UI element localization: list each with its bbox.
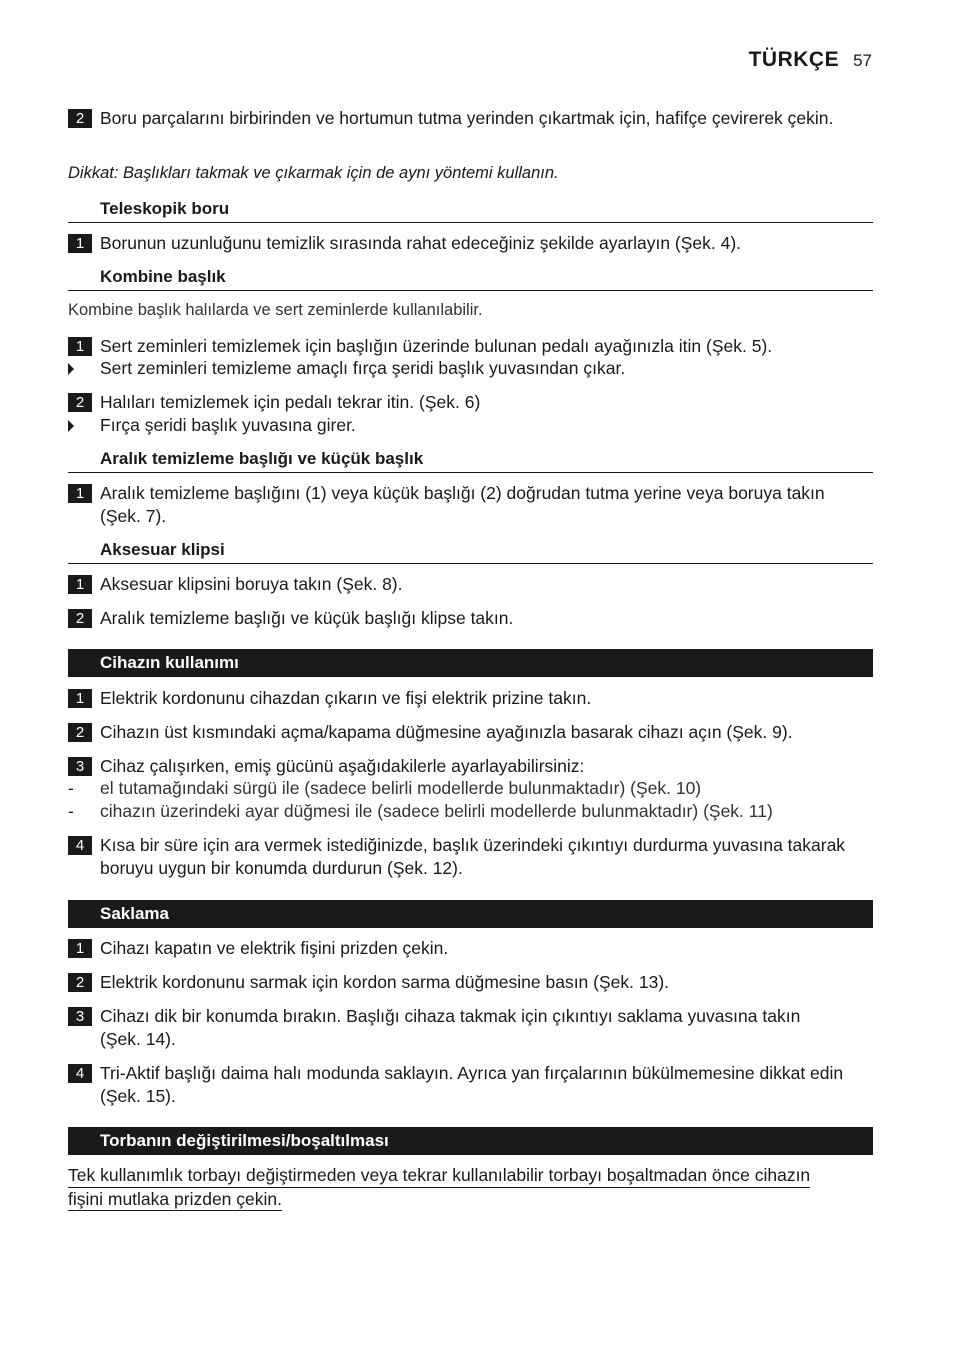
step-text: Aksesuar klipsini boruya takın (Şek. 8). <box>100 574 403 594</box>
step-number: 2 <box>68 609 92 628</box>
step-hard-floor <box>68 335 873 358</box>
section-bar-bag: Torbanın değiştirilmesi/boşaltılması <box>68 1127 873 1155</box>
step-number: 1 <box>68 234 92 253</box>
step-text: Cihazın üst kısmındaki açma/kapama düğmesine ayağınızla basarak cihazı açın (Şek. 9). <box>100 722 793 742</box>
step-text: Kısa bir süre için ara vermek istediğinizde, başlık üzerindeki çıkıntıyı durdurma yuvasına takarak boruyu uygun bir konumda durdurun (Şek. 12). <box>100 835 846 878</box>
step-number: 2 <box>68 973 92 992</box>
step-text: Cihazı dik bir konumda bırakın. Başlığı cihaza takmak için çıkıntıyı saklama yuvasına takın (Şek. 14). <box>100 1006 801 1049</box>
section-description: Kombine başlık halılarda ve sert zeminlerde kullanılabilir. <box>68 301 483 319</box>
step-text: Boru parçalarını birbirinden ve hortumun tutma yerinden çıkartmak için, hafifçe çevirerek çekin. <box>100 108 834 128</box>
section-bar-storage: Saklama <box>68 900 873 928</box>
step-carpet <box>68 391 873 414</box>
option-list-item: - el tutamağındaki sürgü ile (sadece belirli modellerde bulunmaktadır) (Şek. 10) <box>68 778 702 798</box>
step-number: 3 <box>68 1007 92 1026</box>
step-number: 1 <box>68 689 92 708</box>
step-text: Sert zeminleri temizlemek için başlığın üzerinde bulunan pedalı ayağınızla itin (Şek. 5). <box>100 336 773 356</box>
step-rewind-cord <box>68 971 873 994</box>
step-number: 2 <box>68 393 92 412</box>
result-bullet: Sert zeminleri temizleme amaçlı fırça şeridi başlık yuvasından çıkar. <box>68 357 873 380</box>
step-number: 2 <box>68 109 92 128</box>
warning-text: Tek kullanımlık torbayı değiştirmeden veya tekrar kullanılabilir torbayı boşaltmadan önce cihazın fişini mutlaka prizden çekin. <box>68 1164 873 1211</box>
step-text: Cihaz çalışırken, emiş gücünü aşağıdakilerle ayarlayabilirsiniz: <box>100 756 585 776</box>
section-heading-telescopic: Teleskopik boru <box>68 199 873 223</box>
step-text: Elektrik kordonunu sarmak için kordon sarma düğmesine basın (Şek. 13). <box>100 972 670 992</box>
step-attach-clip <box>68 573 873 596</box>
step-text: Elektrik kordonunu cihazdan çıkarın ve fişi elektrik prizine takın. <box>100 688 592 708</box>
section-heading-combined: Kombine başlık <box>68 267 873 291</box>
step-unplug <box>68 937 873 960</box>
step-attach-crevice <box>68 482 873 527</box>
step-text: Cihazı kapatın ve elektrik fişini prizden çekin. <box>100 938 449 958</box>
step-text: Borunun uzunluğunu temizlik sırasında rahat edeceğiniz şekilde ayarlayın (Şek. 4). <box>100 233 742 253</box>
page-number: 57 <box>853 51 872 70</box>
step-park-position <box>68 834 873 879</box>
arrow-icon <box>68 363 74 375</box>
caution-note: Dikkat: Başlıkları takmak ve çıkarmak için de aynı yöntemi kullanın. <box>68 164 559 182</box>
step-suction-power <box>68 755 873 778</box>
section-bar-usage: Cihazın kullanımı <box>68 649 873 677</box>
step-number: 1 <box>68 337 92 356</box>
section-heading-crevice: Aralık temizleme başlığı ve küçük başlık <box>68 449 873 473</box>
step-plug-in <box>68 687 873 710</box>
arrow-icon <box>68 420 74 432</box>
step-text: Tri-Aktif başlığı daima halı modunda saklayın. Ayrıca yan fırçalarının bükülmemesine dikkat edin (Şek. 15). <box>100 1063 844 1106</box>
language-label: TÜRKÇE <box>748 48 840 71</box>
step-clip-nozzles <box>68 607 873 630</box>
step-detach-pipes <box>68 107 873 130</box>
step-number: 2 <box>68 723 92 742</box>
step-number: 4 <box>68 1064 92 1083</box>
step-store-tri-active <box>68 1062 873 1107</box>
result-bullet: Fırça şeridi başlık yuvasına girer. <box>68 414 873 437</box>
step-text: Aralık temizleme başlığı ve küçük başlığı klipse takın. <box>100 608 514 628</box>
step-text: Aralık temizleme başlığını (1) veya küçük başlığı (2) doğrudan tutma yerine veya boruya takın (Şek. 7). <box>100 483 825 526</box>
step-number: 1 <box>68 939 92 958</box>
option-list-item: - cihazın üzerindeki ayar düğmesi ile (sadece belirli modellerde bulunmaktadır) (Şek. 11) <box>68 801 773 821</box>
step-text: Halıları temizlemek için pedalı tekrar itin. (Şek. 6) <box>100 392 481 412</box>
section-heading-clip: Aksesuar klipsi <box>68 540 873 564</box>
step-upright <box>68 1005 873 1050</box>
page-header <box>749 48 872 72</box>
step-number: 4 <box>68 836 92 855</box>
step-adjust-length <box>68 232 873 255</box>
step-number: 1 <box>68 575 92 594</box>
step-switch-on <box>68 721 873 744</box>
step-number: 1 <box>68 484 92 503</box>
step-number: 3 <box>68 757 92 776</box>
